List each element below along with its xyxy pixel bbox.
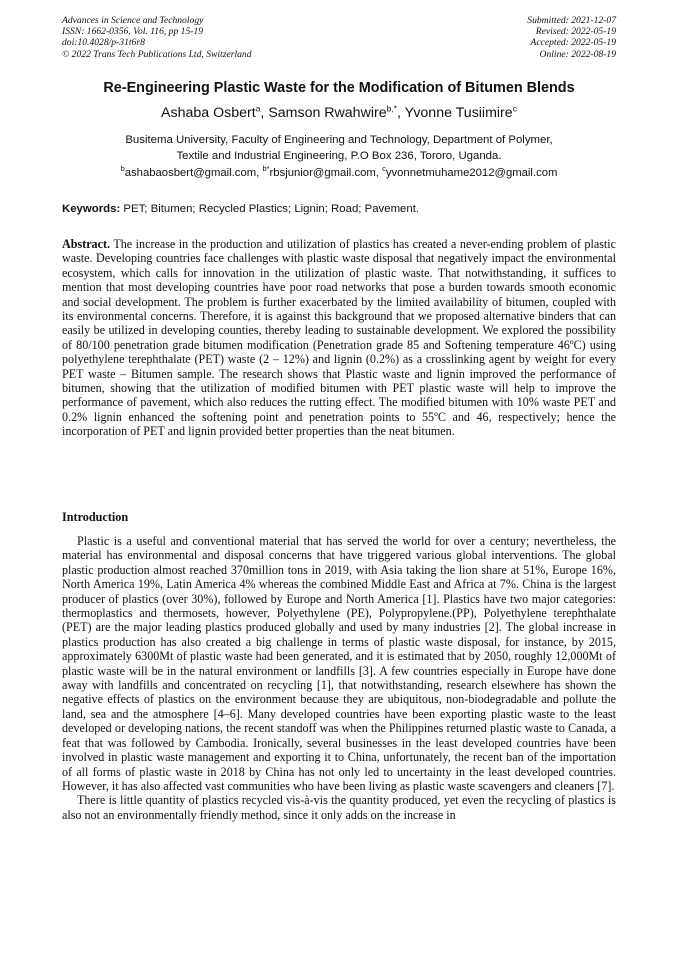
- intro-paragraph: There is little quantity of plastics recycled vis-à-vis the quantity produced, yet even the recycling of plastics is also not an environmentally friendly method, since it only adds on the increase in: [62, 793, 616, 822]
- email-mark: b: [120, 164, 125, 174]
- email-mark: b*: [262, 164, 270, 174]
- email-link[interactable]: rbsjunior@gmail.com,: [269, 167, 383, 179]
- author-name: Samson Rwahwire: [268, 105, 387, 121]
- paper-title: Re-Engineering Plastic Waste for the Modification of Bitumen Blends: [103, 80, 575, 96]
- keywords-text: PET; Bitumen; Recycled Plastics; Lignin; Road; Pavement.: [120, 203, 420, 215]
- abstract-label: Abstract.: [62, 237, 111, 251]
- author-separator: ,: [397, 105, 405, 121]
- email-link[interactable]: ashabaosbert@gmail.com,: [124, 167, 263, 179]
- author-affil-mark: b,*: [386, 103, 397, 114]
- accepted-date: Accepted: 2022-05-19: [530, 37, 616, 49]
- section-heading-introduction: Introduction: [62, 510, 129, 524]
- doi: doi:10.4028/p-31t6r8: [62, 37, 145, 49]
- email-link[interactable]: yvonnetmuhame2012@gmail.com: [385, 167, 558, 179]
- online-date: Online: 2022-08-19: [539, 48, 616, 60]
- copyright: © 2022 Trans Tech Publications Ltd, Switzerland: [62, 48, 252, 60]
- author-name: Ashaba Osbert: [161, 105, 256, 121]
- abstract: [62, 237, 616, 439]
- author-separator: ,: [260, 105, 269, 121]
- affiliation-line: Busitema University, Faculty of Engineering and Technology, Department of Polymer,: [125, 134, 553, 146]
- issn-line: ISSN: 1662-0356, Vol. 116, pp 15-19: [62, 26, 204, 38]
- email-mark: c: [382, 164, 386, 174]
- revised-date: Revised: 2022-05-19: [535, 26, 616, 38]
- author-name: Yvonne Tusiimire: [404, 105, 513, 121]
- introduction-body: [62, 534, 616, 822]
- author-emails: [40, 164, 638, 179]
- affiliation-line: Textile and Industrial Engineering, P.O Box 236, Tororo, Uganda.: [176, 149, 502, 162]
- author-affil-mark: a: [255, 103, 261, 114]
- dates-info: [396, 15, 616, 60]
- journal-name: Advances in Science and Technology: [62, 15, 204, 26]
- journal-info: [62, 15, 382, 60]
- author-list: [30, 105, 648, 121]
- affiliation: [60, 133, 618, 164]
- keywords-label: Keywords:: [62, 203, 121, 215]
- intro-paragraph: Plastic is a useful and conventional material that has served the world for over a century; nevertheless, the material has environmental and disposal concerns that have triggered various global interventions. The global plastic production almost reached 370million tons in 2019, with Asia taking the lion share at 51%, Europe 16%, North America 19%, Latin America 4% whereas the combined Middle East and Africa at 7%. China is the largest producer of plastics (over 30%), followed by Europe and North America [1]. Plastics have two major categories: thermoplastics and thermosets, however, Polyethylene (PE), Polypropylene.(PP), Polyethylene terephthalate (PET) are the major leading plastics produced globally and used by many industries [2]. The global increase in plastics production has also created a big challenge in terms of plastic waste disposal, for instance, by 2015, approximately 6300Mt of plastic waste had been generated, and it is estimated that by 2050, roughly 12,000Mt of plastic waste will be in the natural environment or landfills [3]. A few countries especially in Europe have done away with landfills and concentrated on recycling [1], that notwithstanding, research elsewhere has shown the negative effects of plastics on the environment because they are ubiquitous, non-biodegradable and pollute the land, sea and the atmosphere [4–6]. Many developed countries have been exporting plastic waste to the least developed or developing nations, the recent standoff was when the Philippines returned plastic waste to Canada, a feat that was followed by Cambodia. Ironically, several businesses in the least developed countries have been involved in plastic waste management and exporting it to China, unfortunately, the recent ban of the importation of all forms of plastic waste in 2018 by China has not only led to uncertainty in the least developed countries. However, it has also affected vast communities who have been living as plastic waste scavengers and cleaners [7].: [62, 534, 616, 793]
- keywords: [62, 203, 616, 215]
- abstract-text: The increase in the production and utilization of plastics has created a never-ending problem of plastic waste. Developing countries face challenges with plastic waste disposal that negatively impact the environmental ecosystem, which calls for innovation in the utilization of plastic waste. That notwithstanding, it suffices to mention that most developing countries have poor road networks that pose a burden towards smooth economic and social development. The problem is further exacerbated by the limited availability of bitumen, coupled with its environmental concerns. Therefore, it is against this background that we proposed alternative binders that can easily be utilized in developing counties, thereby leading to sustainable development. We explored the possibility of 80/100 penetration grade bitumen modification (Penetration grade 85 and Softening temperature 46ºC) using polyethylene terephthalate (PET) waste (2 – 12%) and lignin (0.2%) as a crosslinking agent by weight for every PET waste – Bitumen sample. The research shows that Plastic waste and lignin improved the performance of bitumen, showing that the utilization of modified bitumen with PET plastic waste will help to improve the performance of pavement, which also reduces the rutting effect. The modified bitumen with 10% waste PET and 0.2% lignin enhanced the softening point and penetration points to 55ºC and 46, respectively; hence the incorporation of PET and lignin provided better properties than the neat bitumen.: [62, 237, 616, 439]
- author-affil-mark: c: [512, 103, 517, 114]
- submitted-date: Submitted: 2021-12-07: [527, 15, 616, 26]
